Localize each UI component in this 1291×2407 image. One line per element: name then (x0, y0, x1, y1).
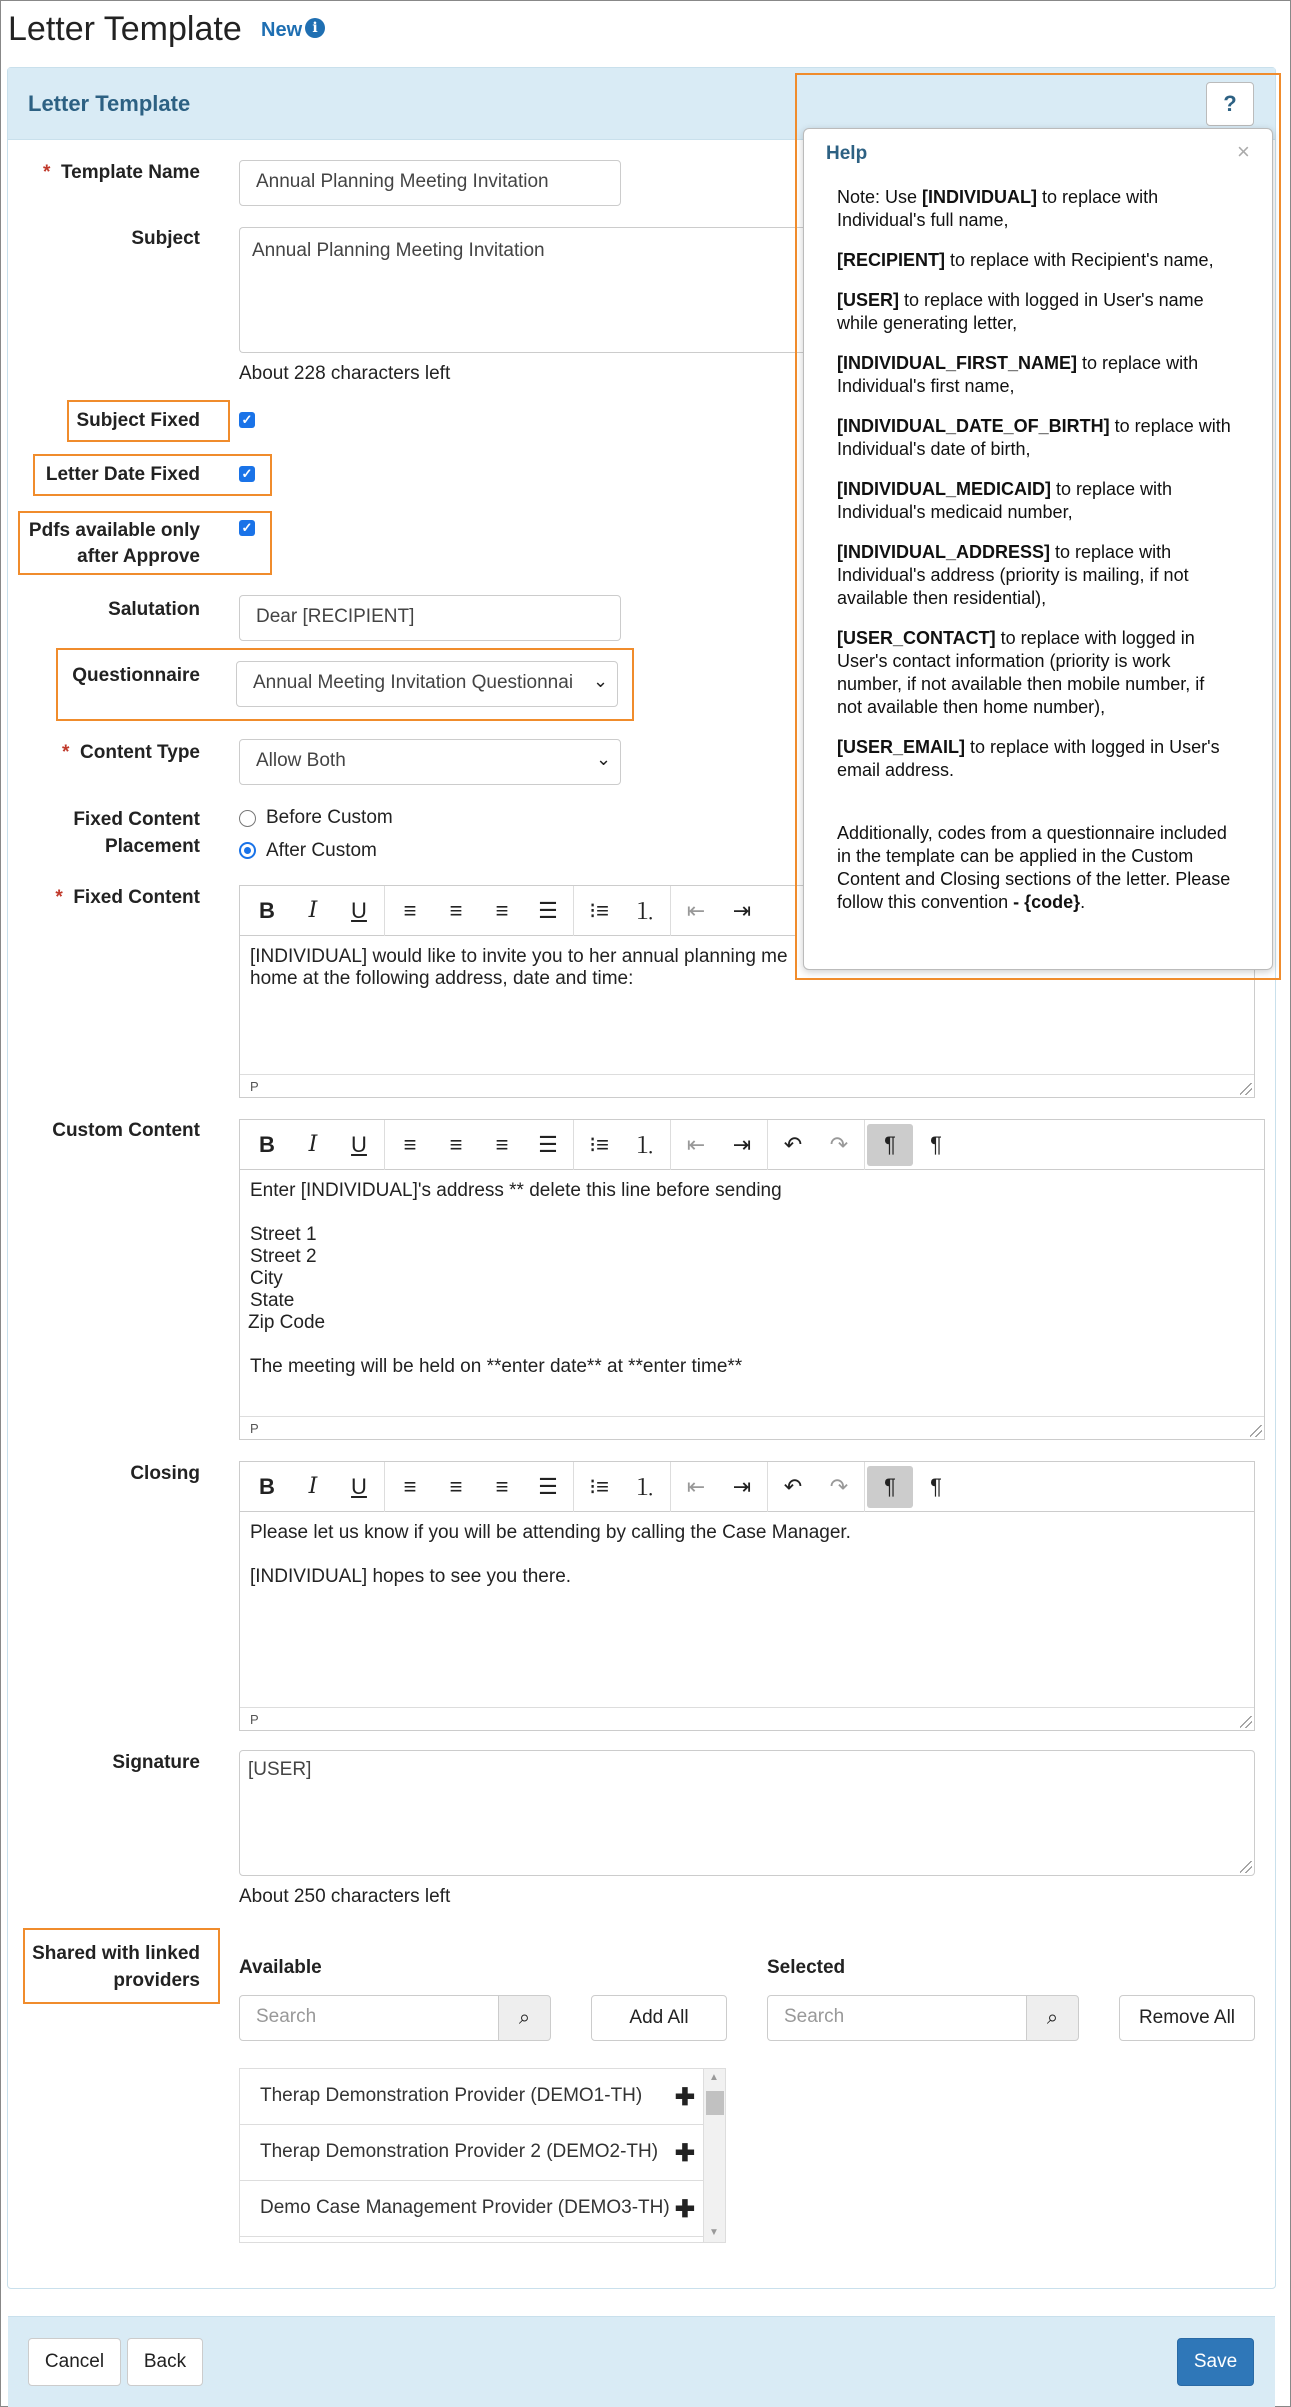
resize-handle-icon[interactable] (1240, 1083, 1252, 1095)
numbered-list-icon[interactable]: ⒈ (633, 1475, 656, 1500)
help-text-run: Additionally, codes from a questionnaire included in the template can be applied in the Custom Content and Closing sections of the letter. Please follow this convention (837, 823, 1231, 912)
redo-icon[interactable]: ↷ (829, 1131, 849, 1157)
custom-content-statusbar: P (240, 1416, 1264, 1439)
before-custom-radio[interactable] (239, 810, 256, 827)
redo-icon[interactable]: ↷ (829, 1473, 849, 1499)
shared-label-line2: providers (113, 1970, 200, 1991)
provider-name: Therap Demonstration Provider (DEMO1-TH) (260, 2085, 643, 2106)
template-name-input[interactable]: Annual Planning Meeting Invitation (239, 160, 621, 206)
help-code: [RECIPIENT] (837, 250, 945, 270)
salutation-input[interactable]: Dear [RECIPIENT] (239, 595, 621, 641)
italic-icon[interactable]: I (308, 1474, 318, 1499)
letter-date-fixed-label: Letter Date Fixed (45, 464, 200, 485)
outdent-icon[interactable]: ⇤ (686, 1131, 706, 1157)
placement-label-line2: Placement (104, 836, 200, 857)
closing-body[interactable] (240, 1512, 1254, 1598)
help-code: [USER] (837, 290, 899, 310)
content-type-chevron-icon: ⌄ (596, 749, 612, 769)
cancel-button[interactable]: Cancel (28, 2338, 121, 2386)
resize-handle-icon[interactable] (1240, 1861, 1252, 1873)
closing-statusbar: P (240, 1707, 1254, 1730)
align-center-icon[interactable]: ≡ (449, 1131, 463, 1157)
toolbar-separator (670, 1462, 671, 1512)
toolbar-separator (573, 1462, 574, 1512)
scroll-up-icon[interactable]: ▲ (709, 2072, 719, 2083)
help-highlight (795, 73, 1281, 980)
bullet-list-icon[interactable]: ⁝≡ (589, 1131, 609, 1157)
outdent-icon[interactable]: ⇤ (686, 1473, 706, 1499)
available-provider-list[interactable] (239, 2068, 726, 2243)
pdfs-label-line1: Pdfs available only (28, 520, 200, 541)
scroll-thumb[interactable] (706, 2091, 724, 2115)
page-title: Letter Template (8, 10, 242, 48)
required-marker: * (62, 742, 70, 763)
template-name-label-text: Template Name (60, 162, 200, 183)
panel-title: Letter Template (28, 91, 191, 116)
signature-chars-left: About 250 characters left (239, 1886, 451, 1907)
after-custom-label: After Custom (266, 840, 377, 861)
help-code: - {code} (1013, 892, 1081, 912)
toolbar-separator (573, 1120, 574, 1170)
fixed-content-label-text: Fixed Content (73, 887, 200, 908)
toolbar-separator (767, 1120, 768, 1170)
toolbar-separator (864, 1120, 865, 1170)
help-code: [INDIVIDUAL_DATE_OF_BIRTH] (837, 416, 1110, 436)
align-center-icon[interactable]: ≡ (449, 897, 463, 923)
letter-date-fixed-checkbox[interactable]: ✓ (239, 466, 255, 482)
signature-textarea[interactable]: [USER] (239, 1750, 1255, 1876)
help-text-run: to replace with logged in User's contact information (priority is work number, if not available then mobile number, if not available then home number), (837, 628, 1205, 717)
help-code: [USER_EMAIL] (837, 737, 966, 757)
list-scrollbar[interactable] (703, 2069, 725, 2242)
custom-content-body[interactable] (240, 1170, 1264, 1388)
salutation-label: Salutation (108, 599, 200, 620)
back-button[interactable]: Back (127, 2338, 203, 2386)
available-heading: Available (239, 1957, 322, 1978)
fixed-content-line: [INDIVIDUAL] would like to invite you to her annual planning me (250, 946, 788, 967)
provider-name: Demo Case Management Provider (DEMO3-TH) (260, 2197, 670, 2218)
help-text-run: to replace with Individual's medicaid number, (837, 479, 1173, 522)
undo-icon[interactable]: ↶ (783, 1131, 803, 1157)
placement-label (30, 806, 200, 860)
bullet-list-icon[interactable]: ⁝≡ (589, 897, 609, 923)
provider-list-item[interactable] (240, 2181, 703, 2237)
help-title: Help (826, 143, 868, 164)
numbered-list-icon[interactable]: ⒈ (633, 899, 656, 924)
provider-name: Therap Demonstration Provider 2 (DEMO2-TH) (260, 2141, 659, 2162)
save-button[interactable]: Save (1177, 2338, 1254, 2386)
before-custom-label: Before Custom (266, 807, 393, 828)
help-text-run: to replace with Recipient's name, (945, 250, 1214, 270)
align-right-icon[interactable]: ≡ (495, 1131, 509, 1157)
custom-content-toolbar (240, 1120, 1264, 1170)
help-text-run: to replace with logged in User's email address. (837, 737, 1220, 780)
closing-line: Please let us know if you will be attending by calling the Case Manager. (250, 1522, 851, 1543)
selected-search-input[interactable]: Search (767, 1995, 1027, 2041)
align-right-icon[interactable]: ≡ (495, 897, 509, 923)
custom-content-editor[interactable] (239, 1119, 1265, 1440)
italic-icon[interactable]: I (308, 1132, 318, 1157)
add-provider-icon[interactable]: ✚ (674, 2196, 695, 2223)
help-text-run: . (1080, 892, 1086, 912)
add-provider-icon[interactable]: ✚ (674, 2140, 695, 2167)
undo-icon[interactable]: ↶ (783, 1473, 803, 1499)
bold-icon[interactable]: B (259, 1131, 275, 1157)
custom-content-line: Enter [INDIVIDUAL]'s address ** delete this line before sending (250, 1180, 782, 1201)
subject-chars-left: About 228 characters left (239, 363, 451, 384)
shared-label (26, 1940, 200, 1994)
custom-content-line: The meeting will be held on **enter date** at **enter time** (250, 1356, 743, 1377)
indent-icon[interactable]: ⇥ (732, 1131, 752, 1157)
outdent-icon[interactable]: ⇤ (686, 897, 706, 923)
signature-label: Signature (112, 1752, 200, 1773)
help-code: [INDIVIDUAL_ADDRESS] (837, 542, 1051, 562)
help-button[interactable]: ? (1206, 82, 1254, 126)
underline-icon[interactable]: U (351, 1473, 367, 1499)
pdfs-checkbox[interactable]: ✓ (239, 520, 255, 536)
closing-toolbar (240, 1462, 1254, 1512)
italic-icon[interactable]: I (308, 898, 318, 923)
selected-search-icon[interactable]: ⌕ (1026, 1995, 1079, 2041)
questionnaire-select[interactable]: Annual Meeting Invitation Questionnai (236, 661, 618, 707)
content-type-label (30, 742, 200, 764)
provider-list-item[interactable] (240, 2069, 703, 2125)
closing-line: [INDIVIDUAL] hopes to see you there. (250, 1566, 572, 1587)
address-line: City (250, 1268, 283, 1289)
content-type-select[interactable]: Allow Both (239, 739, 621, 785)
help-code: [USER_CONTACT] (837, 628, 996, 648)
ltr-direction-icon[interactable]: ¶ (867, 1466, 913, 1508)
help-text-run: Note: Use (837, 187, 923, 207)
provider-list-item[interactable] (240, 2125, 703, 2181)
questionnaire-label: Questionnaire (72, 665, 200, 686)
indent-icon[interactable]: ⇥ (732, 897, 752, 923)
selected-heading: Selected (767, 1957, 846, 1978)
closing-label: Closing (130, 1463, 200, 1484)
fixed-content-label (30, 887, 200, 909)
fixed-content-statusbar: P (240, 1074, 1254, 1097)
toolbar-separator (384, 1120, 385, 1170)
help-code: [INDIVIDUAL_FIRST_NAME] (837, 353, 1078, 373)
toolbar-separator (573, 886, 574, 936)
info-icon[interactable]: i (305, 18, 325, 38)
pdfs-label (20, 518, 200, 570)
align-center-icon[interactable]: ≡ (449, 1473, 463, 1499)
numbered-list-icon[interactable]: ⒈ (633, 1133, 656, 1158)
questionnaire-chevron-icon: ⌄ (593, 671, 609, 691)
after-custom-radio[interactable] (239, 842, 256, 859)
placement-label-line1: Fixed Content (73, 809, 200, 830)
justify-icon[interactable]: ☰ (538, 897, 558, 923)
help-text-run: to replace with Individual's full name, (837, 187, 1159, 230)
custom-content-label: Custom Content (52, 1120, 200, 1141)
bold-icon[interactable]: B (259, 1473, 275, 1499)
subject-textarea[interactable]: Annual Planning Meeting Invitation (239, 227, 839, 353)
subject-fixed-checkbox[interactable]: ✓ (239, 412, 255, 428)
closing-editor[interactable] (239, 1461, 1255, 1731)
ltr-direction-icon[interactable]: ¶ (867, 1124, 913, 1166)
align-left-icon[interactable]: ≡ (403, 897, 417, 923)
address-line: Zip Code (248, 1312, 326, 1333)
help-text-run: to replace with Individual's date of birth, (837, 416, 1231, 459)
underline-icon[interactable]: U (351, 897, 367, 923)
toolbar-separator (864, 1462, 865, 1512)
close-icon[interactable]: × (1237, 139, 1250, 164)
fixed-content-line: home at the following address, date and time: (250, 968, 634, 989)
toolbar-separator (384, 1462, 385, 1512)
toolbar-separator (670, 886, 671, 936)
align-right-icon[interactable]: ≡ (495, 1473, 509, 1499)
toolbar-separator (670, 1120, 671, 1170)
add-all-button[interactable]: Add All (591, 1995, 727, 2041)
address-line: Street 1 (250, 1224, 317, 1245)
help-text-run: to replace with Individual's first name, (837, 353, 1199, 396)
new-badge: New (261, 19, 303, 41)
remove-all-button[interactable]: Remove All (1119, 1995, 1255, 2041)
template-name-label (30, 162, 200, 184)
toolbar-separator (384, 886, 385, 936)
fixed-content-toolbar (240, 886, 795, 936)
shared-label-line1: Shared with linked (32, 1943, 200, 1964)
content-type-label-text: Content Type (80, 742, 200, 763)
available-search-input[interactable]: Search (239, 1995, 499, 2041)
scroll-down-icon[interactable]: ▼ (709, 2227, 719, 2238)
add-provider-icon[interactable]: ✚ (674, 2084, 695, 2111)
required-marker: * (55, 887, 63, 908)
justify-icon[interactable]: ☰ (538, 1131, 558, 1157)
required-marker: * (43, 162, 51, 183)
address-line: Street 2 (250, 1246, 317, 1267)
available-search-icon[interactable]: ⌕ (498, 1995, 551, 2041)
resize-handle-icon[interactable] (1250, 1425, 1262, 1437)
rtl-direction-icon[interactable]: ¶ (930, 1131, 942, 1157)
help-text-run: to replace with logged in User's name while generating letter, (837, 290, 1204, 333)
align-left-icon[interactable]: ≡ (403, 1131, 417, 1157)
rtl-direction-icon[interactable]: ¶ (930, 1473, 942, 1499)
indent-icon[interactable]: ⇥ (732, 1473, 752, 1499)
justify-icon[interactable]: ☰ (538, 1473, 558, 1499)
toolbar-separator (767, 1462, 768, 1512)
subject-label: Subject (131, 228, 200, 249)
subject-fixed-label: Subject Fixed (76, 410, 200, 431)
resize-handle-icon[interactable] (1240, 1716, 1252, 1728)
address-line: State (250, 1290, 295, 1311)
bullet-list-icon[interactable]: ⁝≡ (589, 1473, 609, 1499)
help-code: [INDIVIDUAL_MEDICAID] (837, 479, 1051, 499)
pdfs-label-line2: after Approve (77, 546, 200, 567)
help-text-run: to replace with Individual's address (priority is mailing, if not available then residential), (837, 542, 1189, 608)
bold-icon[interactable]: B (259, 897, 275, 923)
align-left-icon[interactable]: ≡ (403, 1473, 417, 1499)
underline-icon[interactable]: U (351, 1131, 367, 1157)
help-code: [INDIVIDUAL] (922, 187, 1038, 207)
